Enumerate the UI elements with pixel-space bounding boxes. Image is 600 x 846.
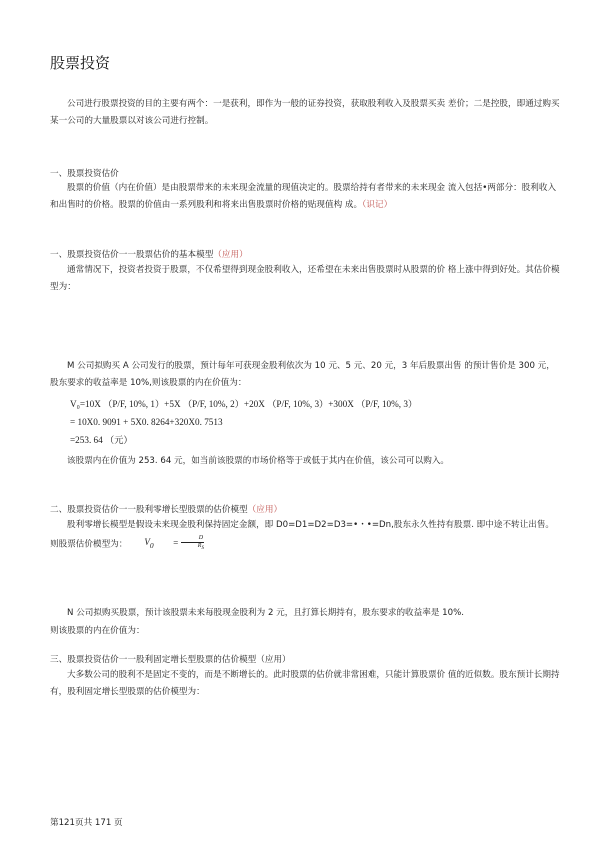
example-n-question: 则该股票的内在价值为： [50, 626, 145, 636]
section-heading-zero-growth [50, 503, 282, 517]
formula-fraction [181, 535, 204, 552]
section-heading-constant-growth: 三、股票投资估价一一股利固定增长型股票的估价模型（应用） [50, 655, 291, 665]
example-n-company: N 公司拟购买股票，预计该股票未来每股现金股利为 2 元，且打算长期持有，股东要求的收益率是 10%. [67, 608, 465, 618]
section-valuation-body [50, 180, 560, 214]
zero-growth-text: 股利零增长模型是假设未来现金股利保持固定金额，即 D0=D1=D2=D3=•・•=Dn,股东永久性持有股票. 即中途不转让出售。则股票估价模型为： [50, 520, 555, 550]
basic-model-body: 通常情况下，投资者投资于股票，不仅希望得到现金股利收入，还希望在未来出售股票时从股票的价 格上涨中得到好处。其估价模型为： [50, 265, 560, 292]
calc-line-2: = 10X0. 9091 + 5X0. 8264+320X0. 7513 [70, 417, 223, 427]
tag-apply-2: （应用） [247, 505, 283, 515]
section-heading-basic-model [50, 248, 248, 262]
basic-model-heading-text: 一、股票投资估价一一股票估价的基本模型 [50, 250, 214, 260]
calc-line-1: V₀=10X （P/F, 10%, 1）+5X （P/F, 10%, 2）+20X （P/F, 10%, 3）+300X （P/F, 10%, 3） [70, 399, 418, 409]
formula-numerator: D [181, 535, 204, 543]
formula-lhs: $V_0$ [144, 537, 154, 550]
calc-line-3: =253. 64 （元） [70, 435, 133, 445]
zero-growth-body [50, 517, 560, 554]
section-heading-valuation: 一、股票投资估价 [50, 169, 119, 179]
page-title: 股票投资 [50, 54, 111, 72]
formula-equals: = [172, 538, 179, 549]
intro-paragraph: 公司进行股票投资的目的主要有两个：一是获利，即作为一般的证券投资，获取股利收入及股票买卖 差价；二是控股，即通过购买某一公司的大量股票以对该公司进行控制。 [50, 99, 560, 126]
tag-apply: （应用） [213, 250, 248, 260]
example-m-company: M 公司拟购买 A 公司发行的股票，预计每年可获现金股利依次为 10 元、5 元、20 元，3 年后股票出售 的预计售价是 300 元，股东要求的收益率是 10%,则该股票的内在价值为： [50, 361, 555, 388]
zero-growth-heading-text: 二、股票投资估价一一股利零增长型股票的估价模型 [50, 505, 248, 515]
example-conclusion: 该股票内在价值为 253. 64 元，如当前该股票的市场价格等于或低于其内在价值，该公司可以购入。 [67, 456, 450, 466]
constant-growth-body: 大多数公司的股利不是固定不变的，而是不断增长的。此时股票的估价就非常困难，只能计算股票价 值的近似数。股东预计长期持有，股利固定增长型股票的估价模型为： [50, 670, 560, 697]
zero-growth-formula [127, 534, 204, 554]
section-valuation-text: 股票的价值（内在价值）是由股票带来的未来现金流量的现值决定的。股票给持有者带来的未来现金 流入包括•两部分：股利收入和出售时的价格。股票的价值由一系列股利和将来出售股票时价格的贴现值构 成。 [50, 183, 557, 210]
tag-memorize: （识记） [362, 200, 393, 210]
page-footer: 第121页共 171 页 [50, 818, 123, 828]
formula-denominator: $R_S$ [197, 543, 204, 552]
